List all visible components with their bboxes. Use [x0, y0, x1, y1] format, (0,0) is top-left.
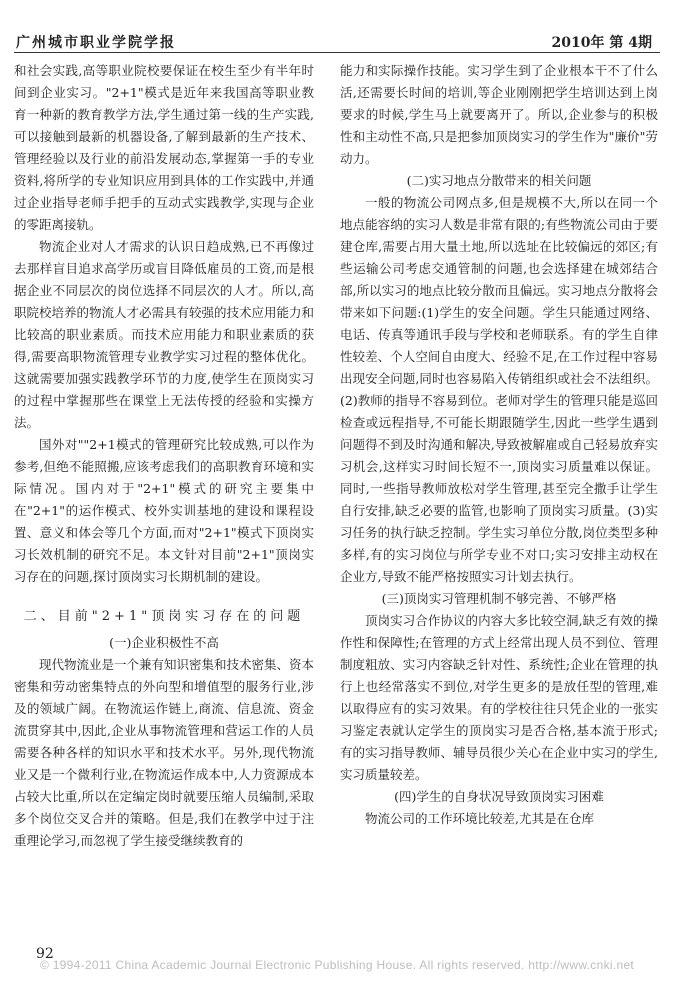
copyright-footer: © 1994-2011 China Academic Journal Electronic Publishing House. All rights reserved. http://www.cnki.net [39, 958, 635, 972]
header-rule [14, 52, 660, 53]
left-column [14, 60, 314, 852]
paragraph: 能力和实际操作技能。实习学生到了企业根本干不了什么活,还需要长时间的培训,等企业刚刚把学生培训达到上岗要求的时候,学生马上就要离开了。所以,企业参与的积极性和主动性不高,只是把参加顶岗实习的学生作为"廉价"劳动力。 [340, 63, 658, 166]
subsection-heading: (一)企业积极性不高 [109, 635, 219, 650]
subsection-heading: (二)实习地点分散带来的相关问题 [406, 173, 592, 188]
paragraph: 顶岗实习合作协议的内容大多比较空洞,缺乏有效的操作性和保障性;在管理的方式上经常出现人员不到位、管理制度粗放、实习内容缺乏针对性、系统性;企业在管理的执行上也经常落实不到位,对学生更多的是放任型的管理,难以取得应有的实习效果。有的学校往往只凭企业的一张实习鉴定表就认定学生的顶岗实习是否合格,基本流于形式;有的实习指导教师、辅导员很少关心在企业中实习的学生,实习质量较差。 [340, 613, 658, 782]
paragraph: 物流公司的工作环境比较差,尤其是在仓库 [365, 811, 594, 826]
paragraph: 和社会实践,高等职业院校要保证在校生至少有半年时间到企业实习。"2+1"模式是近年来我国高等职业教育一种新的教育教学方法,学生通过第一线的生产实践,可以接触到最新的机器设备,了解到最新的生产技术、管理经验以及行业的前沿发展动态,掌握第一手的专业资料,将所学的专业知识应用到具体的工作实践中,并通过企业指导老师手把手的互动式实践教学,实现与企业的零距离接轨。 [14, 63, 314, 232]
paragraph: 一般的物流公司网点多,但是规模不大,所以在同一个地点能容纳的实习人数是非常有限的;有些物流公司由于要建仓库,需要占用大量土地,所以选址在比较偏远的郊区;有些运输公司考虑交通管制的问题,也会选择建在城郊结合部,所以实习的地点比较分散而且偏远。实习地点分散将会带来如下问题:(1)学生的安全问题。学生只能通过网络、电话、传真等通讯手段与学校和老师联系。有的学生自律性较差、个人空间自由度大、经验不足,在工作过程中容易出现安全问题,同时也容易陷入传销组织或社会不法组织。(2)教师的指导不容易到位。老师对学生的管理只能是巡回检查或远程指导,不可能长期跟随学生,因此一些学生遇到问题得不到及时沟通和解决,导致被解雇或自己轻易放弃实习机会,这样实习时间长短不一,顶岗实习质量难以保证。同时,一些指导教师放松对学生管理,甚至完全撒手让学生自行安排,缺乏必要的监管,也影响了顶岗实习质量。(3)实习任务的执行缺乏控制。学生实习单位分散,岗位类型多种多样,有的实习岗位与所学专业不对口;实习安排主动权在企业方,导致不能严格按照实习计划去执行。 [340, 195, 658, 584]
section-title: 二、目前"2+1"顶岗实习存在的问题 [23, 609, 305, 624]
paragraph: 现代物流业是一个兼有知识密集和技术密集、资本密集和劳动密集特点的外向型和增值型的服务行业,涉及的领域广阔。在物流运作链上,商流、信息流、资金流贯穿其中,因此,企业从事物流管理和营运工作的人员需要各种各样的知识水平和技术水平。另外,现代物流业又是一个微利行业,在物流运作成本中,人力资源成本占较大比重,所以在定编定岗时就要压缩人员编制,采取多个岗位交叉合并的策略。但是,我们在教学中过于注重理论学习,而忽视了学生接受继续教育的 [14, 657, 315, 848]
right-column [340, 60, 658, 830]
paragraph: 国外对""2+1模式的管理研究比较成熟,可以作为参考,但绝不能照搬,应该考虑我们的高职教育环境和实际情况。国内对于"2+1"模式的研究主要集中在"2+1"的运作模式、校外实训基地的建设和课程设置、意义和体会等几个方面,而对"2+1"模式下顶岗实习长效机制的研究不足。本文针对目前"2+1"顶岗实习存在的问题,探讨顶岗实习长期机制的建设。 [14, 437, 314, 584]
page-number: 92 [36, 946, 54, 962]
subsection-heading: (四)学生的自身状况导致顶岗实习困难 [394, 789, 604, 804]
journal-title: 广州城市职业学院学报 [16, 35, 176, 51]
subsection-heading: (三)顶岗实习管理机制不够完善、不够严格 [381, 591, 617, 606]
page-header [0, 0, 674, 56]
issue-label: 2010年 第 4期 [551, 35, 652, 51]
paragraph: 物流企业对人才需求的认识日趋成熟,已不再像过去那样盲目追求高学历或盲目降低雇员的工资,而是根据企业不同层次的岗位选择不同层次的人才。所以,高职院校培养的物流人才必需具有较强的技术应用能力和比较高的职业素质。而技术应用能力和职业素质的获得,需要高职物流管理专业教学实习过程的整体优化。这就需要加强实践教学环节的力度,使学生在顶岗实习的过程中掌握那些在课堂上无法传授的经验和实操方法。 [14, 239, 315, 430]
